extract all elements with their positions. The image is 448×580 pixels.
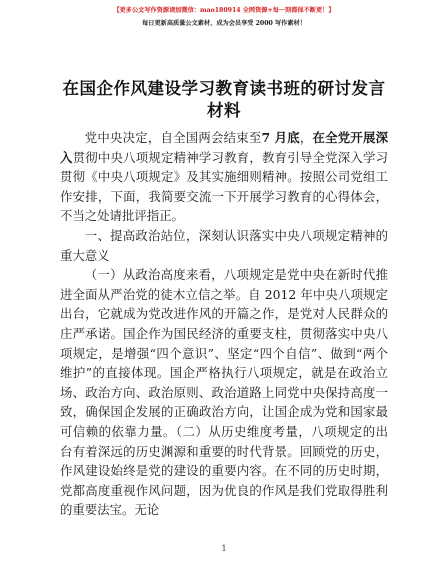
paragraph-section-1: （一）从政治高度来看，八项规定是党中央在新时代推进全面从严治党的徒木立信之举。自 2012 年中央八项规定出台，它就成为党改进作风的开篇之作，是党对人民群众的庄严承诺。国企作为国民经济的重要支柱，贯彻落实中央八项规定，是增强“四个意识”、坚定“四个自信”、做到“两个维护”的直接体现。国企严格执行八项规定，就是在政治立场、政治方向、政治原则、政治道路上同党中央保持高度一致，确保国企发展的正确政治方向，让国企成为党和国家最可信赖的依靠力量。（二）从历史维度考量，八项规定的出台有着深远的历史渊源和重要的时代背景。回顾党的历史，作风建设始终是党的建设的重要内容。在不同的历史时期，党都高度重视作风问题，因为优良的作风是我们党取得胜利的重要法宝。无论 xyxy=(60,267,388,518)
intro-text-e: 贯彻中央八项规定精神学习教育，教育引导全党深入学习贯彻《中央八项规定》及其实施细则精神。按照公司党组工作安排，下面，我简要交流一下开展学习教育的心得体会，不当之处请批评指正。 xyxy=(60,149,389,224)
paragraph-intro xyxy=(60,128,388,226)
intro-emphasis: 在全党开展深入 xyxy=(60,130,389,165)
page-number: 1 xyxy=(221,544,227,553)
intro-date: 7 月底 xyxy=(261,130,300,145)
intro-text-a: 党中央决定，自全国两会结束至 xyxy=(84,130,262,145)
promo-banner xyxy=(0,4,448,30)
intro-text-c: ， xyxy=(299,130,313,145)
document-title: 在国企作风建设学习教育读书班的研讨发言材料 xyxy=(62,79,386,120)
section-heading-1: 一、提高政治站位，深刻认识落实中央八项规定精神的重大意义 xyxy=(60,227,388,263)
document-body xyxy=(60,128,388,520)
promo-banner-line-2: 每日更新高质量公文素材，成为会员享受 2000 写作素材！ xyxy=(142,20,306,27)
promo-banner-line-1: 【更多公文写作资源请加微信：mao180914 全网资源+每一刻都保不断更！】 xyxy=(113,7,335,14)
